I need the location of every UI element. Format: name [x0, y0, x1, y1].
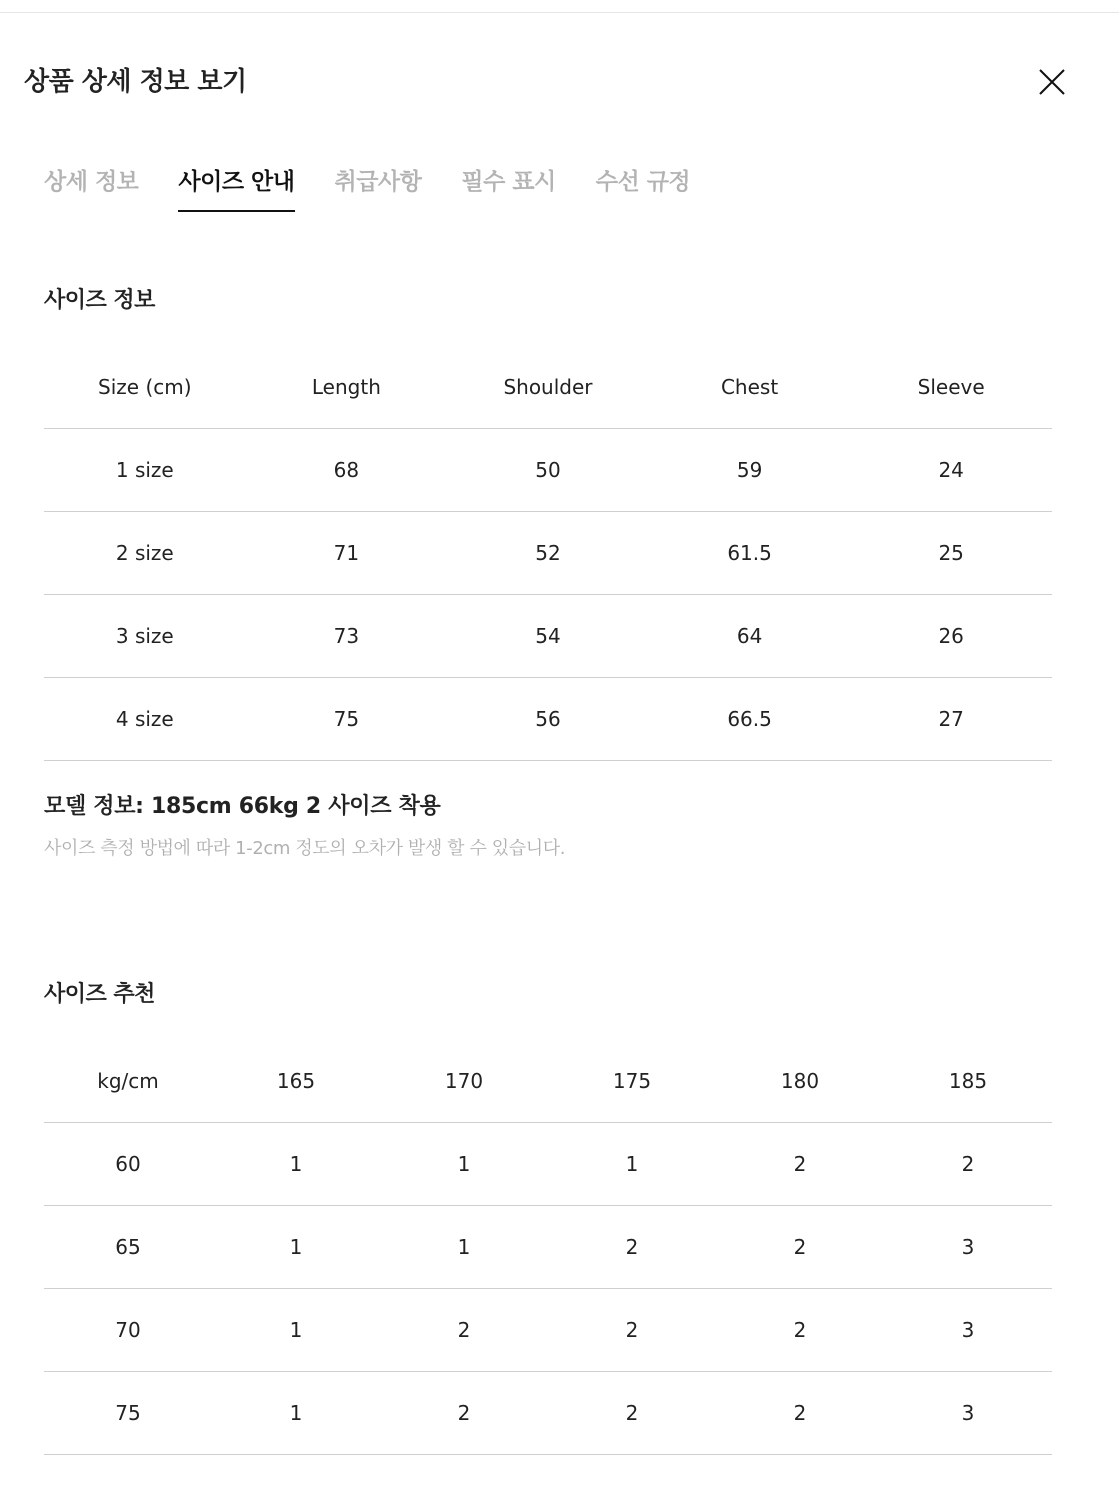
table-cell: 2 — [548, 1206, 716, 1289]
table-cell: 3 — [884, 1289, 1052, 1372]
tab-care[interactable]: 취급사항 — [334, 169, 422, 195]
top-divider — [0, 12, 1119, 13]
table-cell: 1 — [212, 1289, 380, 1372]
table-cell: 26 — [850, 595, 1052, 678]
size-info-title: 사이즈 정보 — [44, 288, 155, 313]
table-cell: 71 — [246, 512, 448, 595]
table-cell: 2 — [716, 1372, 884, 1455]
table-cell: 1 — [212, 1206, 380, 1289]
table-cell: 56 — [447, 678, 649, 761]
table-header-cell: kg/cm — [44, 1039, 212, 1123]
size-recommend-title: 사이즈 추천 — [44, 982, 155, 1007]
table-header-cell: 165 — [212, 1039, 380, 1123]
table-cell: 2 — [884, 1123, 1052, 1206]
table-header-cell: 185 — [884, 1039, 1052, 1123]
table-cell: 2 — [548, 1372, 716, 1455]
tab-bar — [44, 166, 690, 216]
table-row — [44, 1206, 1052, 1289]
tab-repair-policy[interactable]: 수선 규정 — [595, 169, 691, 195]
size-recommend-table — [44, 1039, 1052, 1455]
table-header-cell: Chest — [649, 345, 851, 429]
table-row — [44, 512, 1052, 595]
table-cell: 1 — [380, 1123, 548, 1206]
table-cell: 27 — [850, 678, 1052, 761]
table-cell: 24 — [850, 429, 1052, 512]
table-row — [44, 1372, 1052, 1455]
table-cell: 2 — [548, 1289, 716, 1372]
table-cell: 59 — [649, 429, 851, 512]
table-header-cell: 170 — [380, 1039, 548, 1123]
table-cell: 70 — [44, 1289, 212, 1372]
table-cell: 50 — [447, 429, 649, 512]
table-cell: 65 — [44, 1206, 212, 1289]
table-cell: 4 size — [44, 678, 246, 761]
tab-detail-info[interactable]: 상세 정보 — [44, 169, 139, 195]
table-cell: 66.5 — [649, 678, 851, 761]
table-cell: 1 — [548, 1123, 716, 1206]
table-cell: 1 — [380, 1206, 548, 1289]
table-cell: 1 — [212, 1123, 380, 1206]
tab-size-guide[interactable]: 사이즈 안내 — [178, 166, 294, 212]
table-header-row — [44, 1039, 1052, 1123]
table-cell: 64 — [649, 595, 851, 678]
table-cell: 3 size — [44, 595, 246, 678]
table-header-cell: Shoulder — [447, 345, 649, 429]
modal-title: 상품 상세 정보 보기 — [24, 67, 247, 97]
table-row — [44, 678, 1052, 761]
measurement-note: 사이즈 측정 방법에 따라 1-2cm 정도의 오차가 발생 할 수 있습니다. — [44, 838, 566, 859]
tab-required-labels[interactable]: 필수 표시 — [461, 169, 556, 195]
table-cell: 3 — [884, 1206, 1052, 1289]
close-button[interactable] — [1034, 64, 1070, 100]
table-cell: 61.5 — [649, 512, 851, 595]
table-cell: 2 — [716, 1206, 884, 1289]
table-cell: 1 size — [44, 429, 246, 512]
table-header-cell: Size (cm) — [44, 345, 246, 429]
table-cell: 1 — [212, 1372, 380, 1455]
table-cell: 75 — [44, 1372, 212, 1455]
table-row — [44, 595, 1052, 678]
table-cell: 75 — [246, 678, 448, 761]
table-cell: 68 — [246, 429, 448, 512]
table-cell: 3 — [884, 1372, 1052, 1455]
table-cell: 54 — [447, 595, 649, 678]
table-cell: 73 — [246, 595, 448, 678]
table-cell: 2 size — [44, 512, 246, 595]
table-header-cell: Sleeve — [850, 345, 1052, 429]
table-row — [44, 1123, 1052, 1206]
table-row — [44, 429, 1052, 512]
table-cell: 2 — [716, 1289, 884, 1372]
table-header-cell: Length — [246, 345, 448, 429]
model-info: 모델 정보: 185cm 66kg 2 사이즈 착용 — [44, 794, 441, 819]
table-cell: 60 — [44, 1123, 212, 1206]
table-cell: 25 — [850, 512, 1052, 595]
table-header-cell: 180 — [716, 1039, 884, 1123]
table-cell: 52 — [447, 512, 649, 595]
table-cell: 2 — [380, 1372, 548, 1455]
size-info-table — [44, 345, 1052, 761]
table-row — [44, 1289, 1052, 1372]
table-header-cell: 175 — [548, 1039, 716, 1123]
table-cell: 2 — [380, 1289, 548, 1372]
table-header-row — [44, 345, 1052, 429]
table-cell: 2 — [716, 1123, 884, 1206]
close-icon — [1034, 64, 1070, 100]
